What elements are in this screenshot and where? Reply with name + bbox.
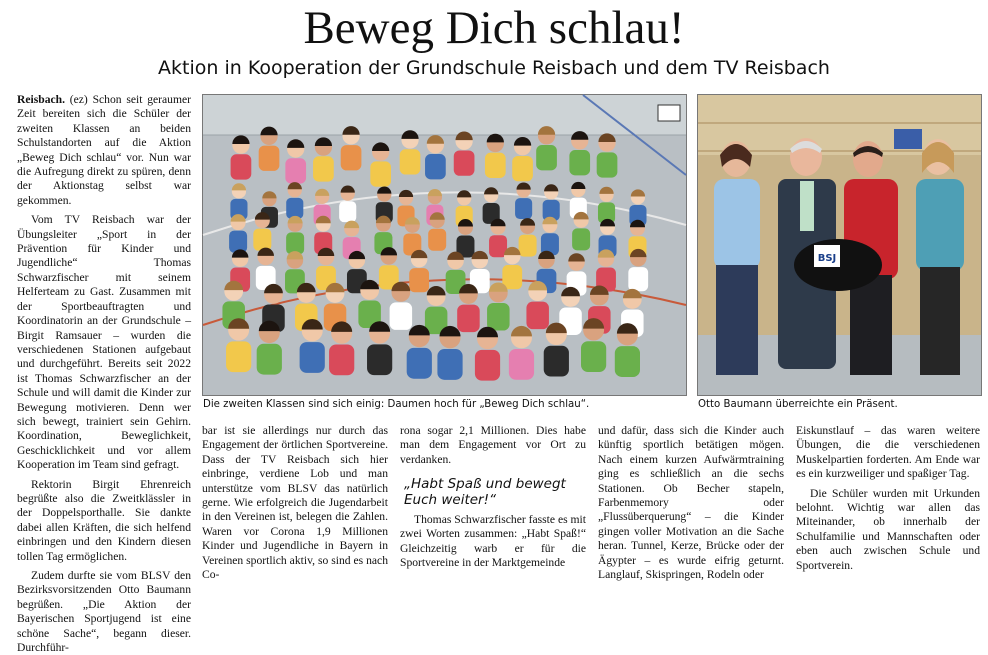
person-figure: [597, 133, 618, 177]
person-figure: [425, 286, 448, 334]
person-figure: [379, 247, 399, 289]
paragraph-2: Vom TV Reisbach war der Übungsleiter „Sport in der Prävention für Kinder und Jugendliche“ Thomas Schwarzfischer mit seinem Helferteam zu Gast. Zusammen mit der Sportbeauftragten und Koordinatorin an der Grundschule – Birgit Ramsauer – wurden die verschiedenen Stationen aufgebaut und durchgeführt. Bereits seit 2022 ist Thomas Schwarzfischer an der Schule und will damit die Kinder zur Bewegung motivieren. Denn wer sich bewegt, trainiert sein Gehirn. Koordination, Beweglichkeit, Geschicklichkeit und vor allem Kooperation im Team sind gefragt.: [17, 213, 191, 472]
column-2-text: bar ist sie allerdings nur durch das Engagement der örtlichen Sportvereine. Dass der TV Reisbach sich hier einbringe, verdiene Lob und man unterstütze vom BLSV das natürlich gerne. Wie erfolgreich die Jugendarbeit in den Vereinen ist, belegen die Zahlen. Waren vor Corona 1,9 Millionen Kinder und Jugendliche in Bayern in Vereinen sportlich aktiv, so sind es nach Co-: [202, 424, 388, 582]
person-figure: [543, 184, 560, 221]
person-figure: [403, 217, 421, 255]
person-figure: [456, 219, 474, 257]
person-figure: [437, 326, 462, 380]
person-figure: [487, 282, 510, 330]
person-figure: [526, 281, 549, 329]
article-column-2: [202, 424, 388, 582]
person-figure: [286, 182, 303, 219]
person-figure: [485, 134, 506, 178]
person-figure: [509, 326, 534, 380]
person-figure: [596, 249, 616, 291]
person-figure: [407, 325, 432, 379]
person-figure: [329, 321, 354, 375]
person-figure: [512, 137, 533, 181]
column-3-text: rona sogar 2,1 Millionen. Dies habe man dem Engagement vor Ort zu verdanken.: [400, 424, 586, 466]
person-figure: [475, 327, 500, 381]
person-figure: [457, 284, 480, 332]
article-column-1: [17, 93, 191, 655]
column-5-text-2: Die Schüler wurden mit Urkunden belohnt. Wichtig war allen das Miteinander, ob innerhalb der Schulfamilie und Mannschaften oder eben auch zwischen Schule und Sportverein.: [796, 486, 980, 572]
person-figure: [569, 131, 590, 175]
person-figure: [615, 323, 640, 377]
person-figure: [313, 137, 334, 181]
person-figure: [428, 212, 446, 251]
person-figure: [425, 135, 446, 179]
person-figure: [229, 214, 247, 252]
person-figure: [544, 323, 569, 377]
person-figure: [581, 318, 606, 372]
person-figure: [257, 321, 282, 375]
second-photo-caption: Otto Baumann überreichte ein Präsent.: [698, 399, 898, 410]
main-photo: [202, 94, 687, 396]
person-figure: [253, 212, 271, 251]
person-figure: [409, 250, 429, 292]
person-figure: [536, 126, 557, 170]
person-figure: [339, 186, 356, 223]
person-figure: [400, 130, 421, 174]
presentation-photo: [698, 95, 981, 395]
column-4-text: und dafür, dass sich die Kinder auch künftig sportlich betätigen mögen. Nach einem kurzen Aufwärmtraining ging es schließlich an die sechs Stationen. Ob Becher stapeln, Farbenmemory oder „Flussüberquerung“ – die Kinder gingen voller Motivation an die Sache heran. Tunnel, Kerze, Brücke oder der Ägypter – es wurde eifrig geturnt. Langlauf, Skispringen, Rodeln oder: [598, 424, 784, 582]
person-figure: [226, 318, 251, 372]
person-figure: [285, 139, 306, 183]
gym-group-photo: [203, 95, 686, 395]
person-figure: [515, 182, 532, 219]
person-figure: [628, 249, 648, 291]
dateline: Reisbach.: [17, 93, 65, 106]
main-photo-caption: Die zweiten Klassen sind sich einig: Daumen hoch für „Beweg Dich schlau“.: [203, 399, 590, 410]
article-column-5: [796, 424, 980, 572]
banner: [894, 129, 922, 149]
second-photo: [697, 94, 982, 396]
paragraph-1-text: (ez) Schon seit geraumer Zeit bereiten sich die Schüler der zweiten Klassen an beiden Schulstandorten auf die Aktion „Beweg Dich schlau“ vor. Nun war die Aufregung direkt zu spüren, denn der Aktionstag selbst war gekommen.: [17, 93, 191, 207]
person-figure: [598, 187, 615, 224]
headline: Beweg Dich schlau!: [303, 2, 685, 54]
person-figure: [541, 217, 559, 255]
bag-logo: BSJ: [817, 253, 837, 264]
article-column-3: [400, 424, 586, 472]
person-figure: [572, 212, 590, 250]
article-column-4: [598, 424, 784, 582]
person-figure: [259, 127, 280, 171]
subheadline: Aktion in Kooperation der Grundschule Reisbach und dem TV Reisbach: [158, 57, 830, 79]
paragraph-1: [17, 93, 191, 208]
person-figure: [231, 135, 252, 179]
person-figure: [370, 142, 391, 186]
person-figure: [483, 187, 500, 224]
person-figure: [286, 216, 304, 254]
person-figure: [519, 218, 537, 257]
column-5-text-1: Eiskunstlauf – das waren weitere Übungen, die die verschiedenen Muskelpartien forderten. Am Ende war es ein kurzweiliger und spaßiger Tag.: [796, 424, 980, 481]
person-figure: [454, 132, 475, 176]
paragraph-3: Rektorin Birgit Ehrenreich begrüßte also die Zweitklässler in der Doppelsporthalle. Sie dankte dabei allen Kräften, die sich helfend einbringen und den Kindern diesen tollen Tag ermöglichen.: [17, 477, 191, 563]
person-figure: [358, 280, 381, 328]
person-figure: [341, 126, 362, 170]
column-3-text-2: Thomas Schwarzfischer fasste es mit zwei Worten zusammen: „Habt Spaß!“ Gleichzeitig warb er für die Sportvereine in der Marktgemeinde: [400, 513, 586, 570]
paragraph-4: Zudem durfte sie vom BLSV den Bezirksvorsitzenden Otto Baumann begrüßen. „Die Aktion der Bayerischen Sportjugend ist eine schöne Sache“, begann dieser. Durchführ-: [17, 569, 191, 655]
person-figure: [390, 282, 413, 330]
person-figure: [489, 219, 507, 258]
person-figure: [502, 247, 522, 289]
gift-bag: [794, 239, 882, 291]
pull-quote: „Habt Spaß und bewegt Euch weiter!“: [404, 476, 566, 508]
person-figure: [256, 248, 276, 290]
article-column-3-continued: [400, 513, 586, 570]
person-figure: [367, 321, 392, 375]
person-figure: [300, 319, 325, 373]
